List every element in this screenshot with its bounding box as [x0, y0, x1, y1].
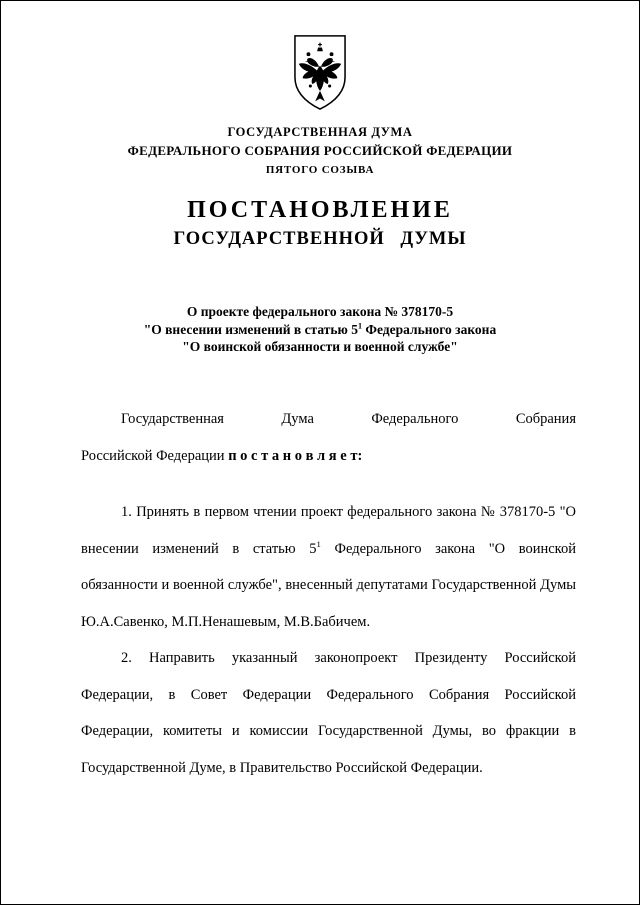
superscript-article-number: 1: [316, 538, 321, 549]
paragraph-1-tail: Федерального закона "О воинской обязанности и военной службе", внесенный депутатами Государственной Думы Ю.А.Савенко, М.П.Ненашевым, М.В.Бабичем.: [81, 540, 576, 630]
header-org-subtitle: ФЕДЕРАЛЬНОГО СОБРАНИЯ РОССИЙСКОЙ ФЕДЕРАЦИИ: [127, 143, 513, 158]
paragraph-1: [81, 494, 576, 640]
double-headed-eagle-icon: [291, 33, 349, 112]
document-header: [1, 125, 639, 176]
russia-coat-of-arms-emblem: [291, 33, 349, 112]
enacting-clause-subject: Российской Федерации: [81, 447, 229, 464]
enacting-clause: [81, 401, 576, 474]
subject-line2: [1, 321, 639, 339]
enacting-clause-verb: п о с т а н о в л я е т:: [228, 447, 363, 464]
subject-line3: "О воинской обязанности и военной службе": [182, 339, 458, 354]
document-body: [81, 401, 576, 786]
enacting-clause-line1: Государственная Дума Федерального Собрания: [121, 411, 576, 427]
paragraph-1-text: 1. Принять в первом чтении проект федерального закона № 378170-5 "О внесении изменений в статью 5: [81, 504, 576, 557]
document-subject: [1, 303, 639, 356]
enacting-clause-line2: [81, 438, 576, 475]
header-convocation: ПЯТОГО СОЗЫВА: [265, 164, 375, 176]
title-issuer: ГОСУДАРСТВЕННОЙ ДУМЫ: [173, 229, 467, 249]
subject-line2-text: "О внесении изменений в статью 5: [143, 321, 358, 337]
title-resolution: ПОСТАНОВЛЕНИЕ: [187, 197, 453, 223]
paragraph-2: 2. Направить указанный законопроект Президенту Российской Федерации, в Совет Федерации Федерального Собрания Российской Федерации, комитеты и комиссии Государственной Думы, во фракции в Государственной Думе, в Правительство Российской Федерации.: [81, 650, 576, 776]
document-title: [1, 197, 639, 250]
subject-line2-tail: Федерального закона: [362, 321, 497, 337]
superscript-article-number: 1: [357, 321, 363, 330]
subject-line1: О проекте федерального закона № 378170-5: [186, 304, 454, 319]
header-org-name: ГОСУДАРСТВЕННАЯ ДУМА: [227, 125, 413, 139]
